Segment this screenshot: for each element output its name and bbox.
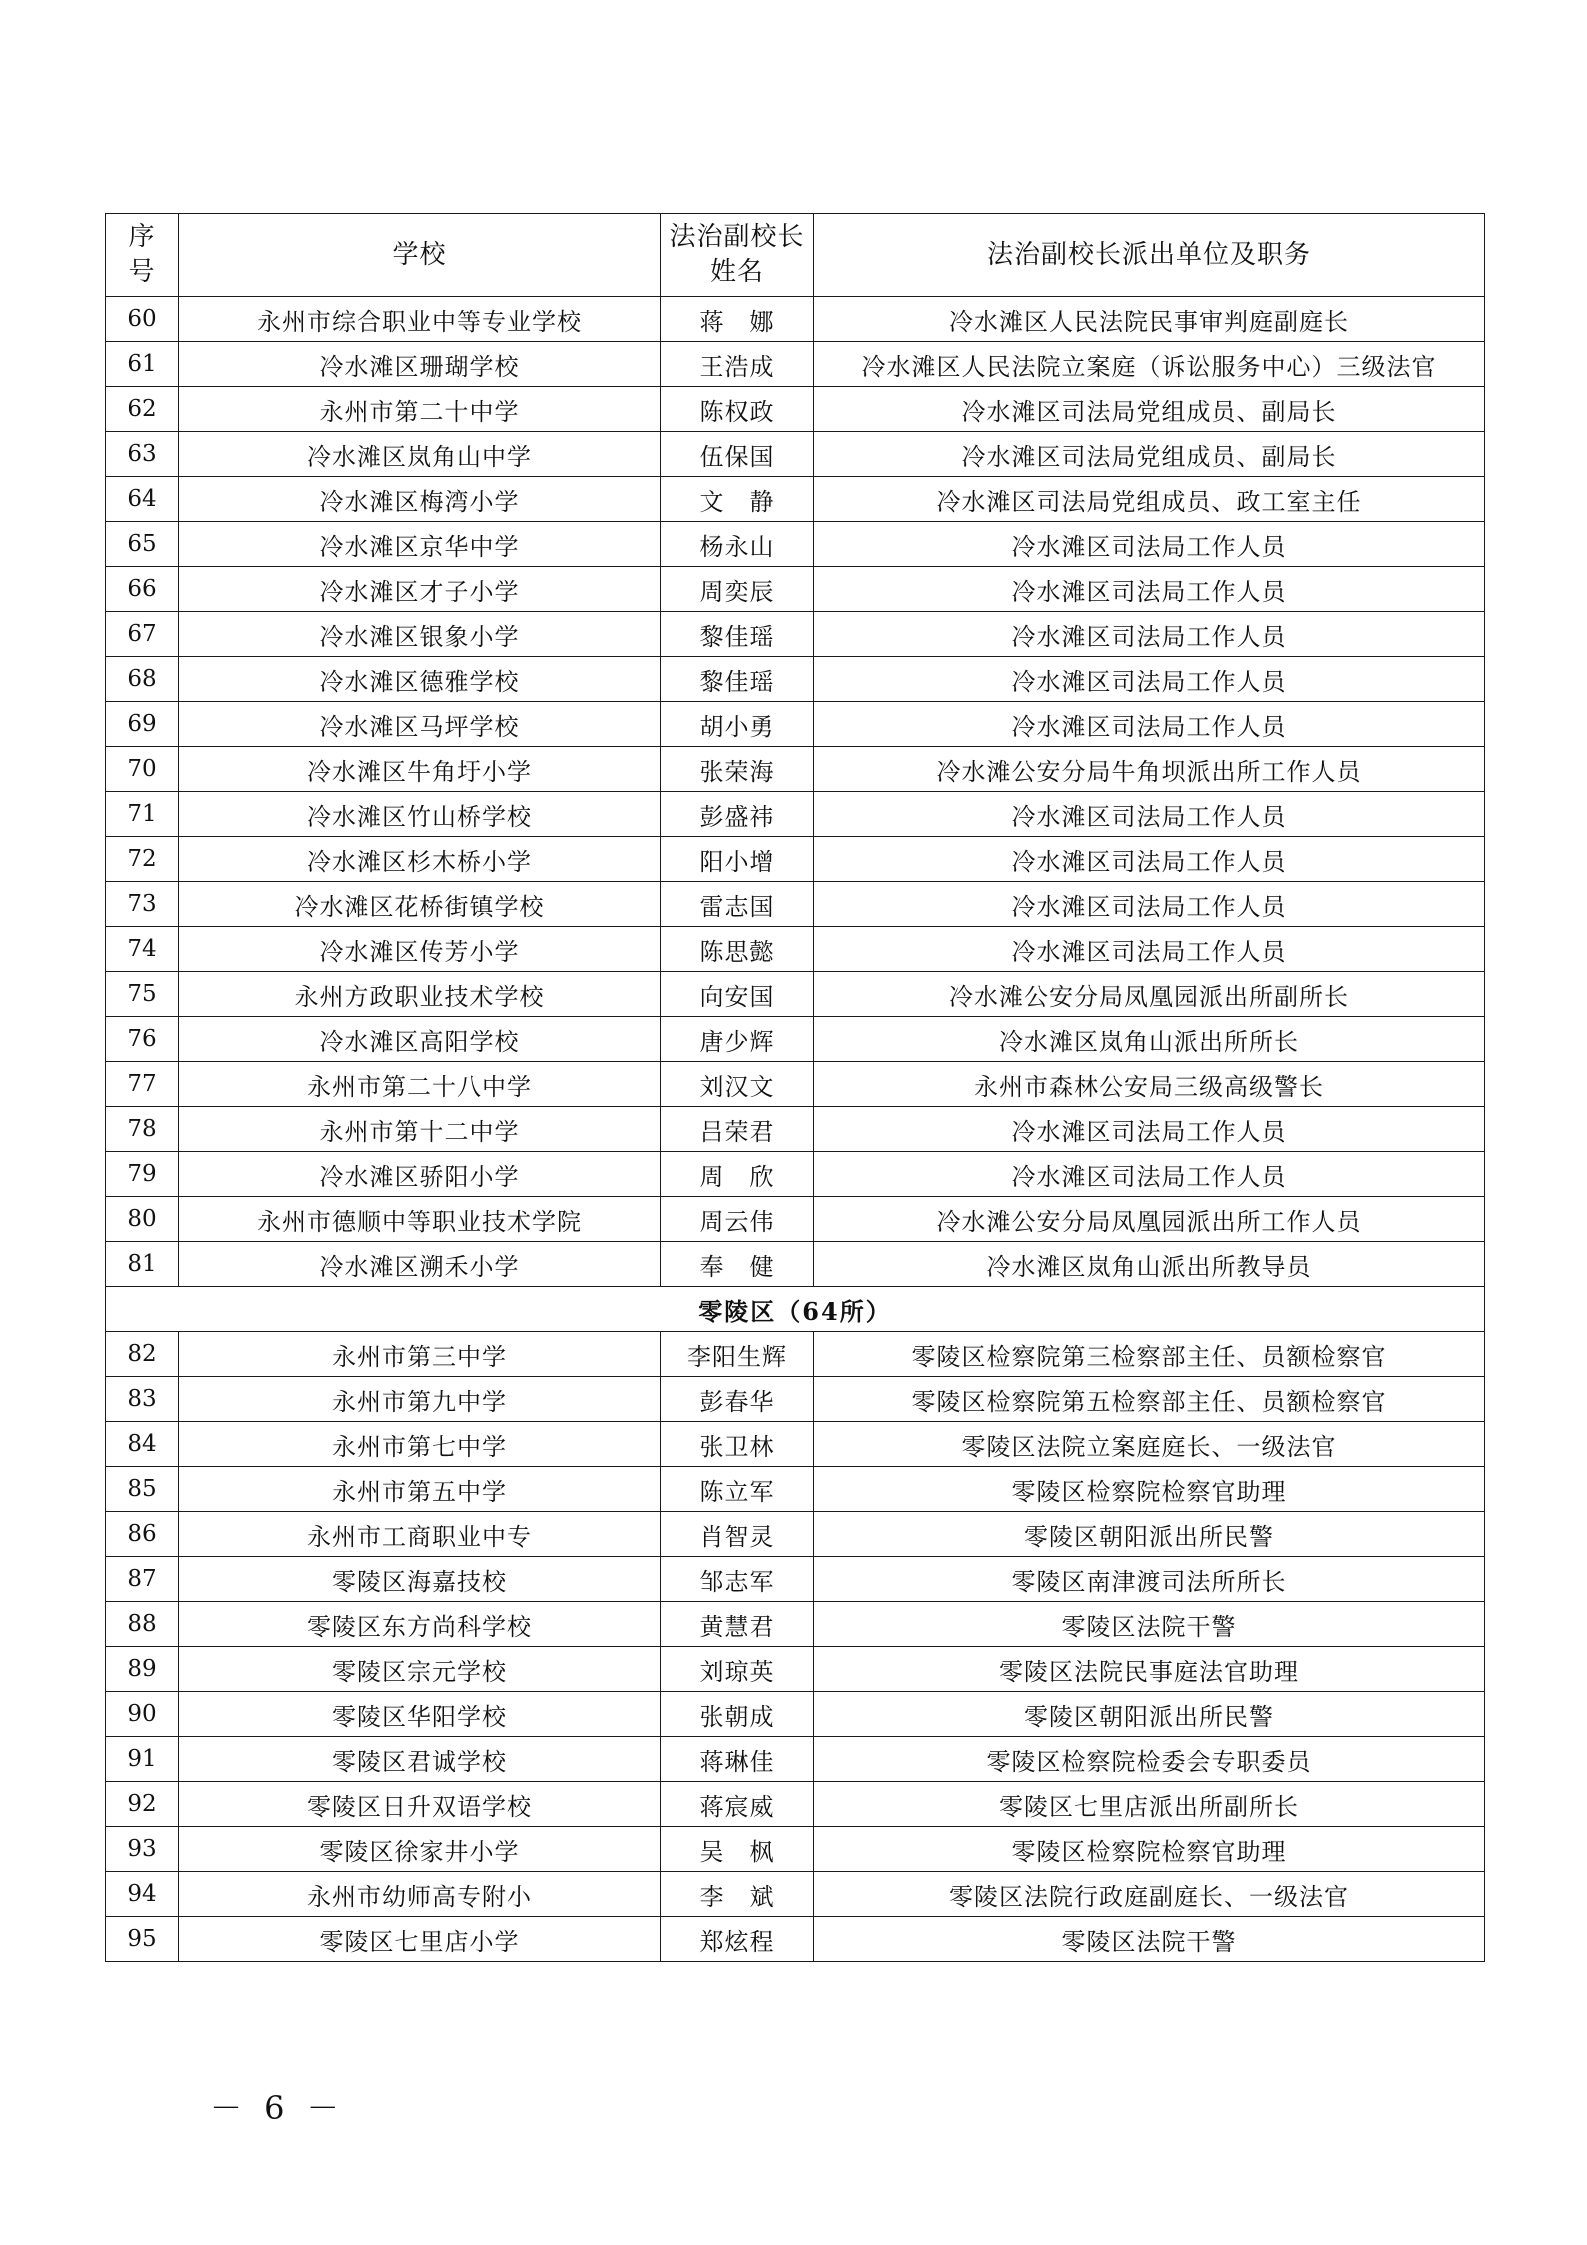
- table-row: [106, 1467, 1485, 1512]
- cell-dispatch-unit: 冷水滩区司法局工作人员: [814, 1107, 1485, 1152]
- cell-vice-principal-name: 刘汉文: [661, 1062, 814, 1107]
- cell-serial-number: 84: [106, 1422, 179, 1467]
- cell-vice-principal-name: 周云伟: [661, 1197, 814, 1242]
- table-row: [106, 792, 1485, 837]
- cell-dispatch-unit: 冷水滩区岚角山派出所教导员: [814, 1242, 1485, 1287]
- cell-school: 零陵区日升双语学校: [179, 1782, 661, 1827]
- cell-vice-principal-name: 蒋宸威: [661, 1782, 814, 1827]
- cell-serial-number: 74: [106, 927, 179, 972]
- cell-vice-principal-name: 雷志国: [661, 882, 814, 927]
- cell-school: 冷水滩区梅湾小学: [179, 477, 661, 522]
- cell-serial-number: 78: [106, 1107, 179, 1152]
- cell-vice-principal-name: 向安国: [661, 972, 814, 1017]
- cell-vice-principal-name: 李阳生辉: [661, 1332, 814, 1377]
- table-row: [106, 1692, 1485, 1737]
- cell-school: 永州市综合职业中等专业学校: [179, 297, 661, 342]
- cell-school: 冷水滩区花桥街镇学校: [179, 882, 661, 927]
- roster-table: [105, 213, 1485, 1962]
- table-row: [106, 1647, 1485, 1692]
- cell-school: 永州市第二十八中学: [179, 1062, 661, 1107]
- cell-serial-number: 79: [106, 1152, 179, 1197]
- cell-school: 冷水滩区京华中学: [179, 522, 661, 567]
- cell-dispatch-unit: 冷水滩区司法局工作人员: [814, 927, 1485, 972]
- cell-vice-principal-name: 邹志军: [661, 1557, 814, 1602]
- cell-school: 冷水滩区珊瑚学校: [179, 342, 661, 387]
- cell-vice-principal-name: 吕荣君: [661, 1107, 814, 1152]
- cell-serial-number: 66: [106, 567, 179, 612]
- cell-vice-principal-name: 伍保国: [661, 432, 814, 477]
- cell-vice-principal-name: 周奕辰: [661, 567, 814, 612]
- cell-vice-principal-name: 吴 枫: [661, 1827, 814, 1872]
- table-row: [106, 522, 1485, 567]
- cell-serial-number: 82: [106, 1332, 179, 1377]
- table-row: [106, 882, 1485, 927]
- cell-serial-number: 73: [106, 882, 179, 927]
- table-body-lengshuitan: [106, 297, 1485, 1287]
- cell-school: 零陵区徐家井小学: [179, 1827, 661, 1872]
- cell-vice-principal-name: 陈思懿: [661, 927, 814, 972]
- cell-vice-principal-name: 周 欣: [661, 1152, 814, 1197]
- table-row: [106, 1872, 1485, 1917]
- cell-dispatch-unit: 冷水滩区人民法院民事审判庭副庭长: [814, 297, 1485, 342]
- cell-school: 永州市德顺中等职业技术学院: [179, 1197, 661, 1242]
- cell-dispatch-unit: 冷水滩公安分局凤凰园派出所副所长: [814, 972, 1485, 1017]
- cell-dispatch-unit: 零陵区南津渡司法所所长: [814, 1557, 1485, 1602]
- cell-dispatch-unit: 零陵区法院立案庭庭长、一级法官: [814, 1422, 1485, 1467]
- cell-school: 冷水滩区骄阳小学: [179, 1152, 661, 1197]
- cell-serial-number: 61: [106, 342, 179, 387]
- cell-dispatch-unit: 冷水滩区司法局工作人员: [814, 567, 1485, 612]
- cell-dispatch-unit: 冷水滩区岚角山派出所所长: [814, 1017, 1485, 1062]
- cell-school: 永州市工商职业中专: [179, 1512, 661, 1557]
- cell-school: 冷水滩区岚角山中学: [179, 432, 661, 477]
- table-row: [106, 837, 1485, 882]
- table-row: [106, 567, 1485, 612]
- cell-serial-number: 80: [106, 1197, 179, 1242]
- cell-school: 永州市第十二中学: [179, 1107, 661, 1152]
- cell-vice-principal-name: 彭盛祎: [661, 792, 814, 837]
- cell-school: 冷水滩区才子小学: [179, 567, 661, 612]
- cell-dispatch-unit: 冷水滩区司法局党组成员、政工室主任: [814, 477, 1485, 522]
- table-row: [106, 972, 1485, 1017]
- table-row: [106, 1332, 1485, 1377]
- table-row: [106, 297, 1485, 342]
- cell-dispatch-unit: 零陵区法院干警: [814, 1917, 1485, 1962]
- cell-dispatch-unit: 冷水滩区司法局工作人员: [814, 522, 1485, 567]
- cell-dispatch-unit: 冷水滩区司法局工作人员: [814, 792, 1485, 837]
- cell-serial-number: 63: [106, 432, 179, 477]
- cell-dispatch-unit: 零陵区法院行政庭副庭长、一级法官: [814, 1872, 1485, 1917]
- cell-serial-number: 83: [106, 1377, 179, 1422]
- cell-serial-number: 95: [106, 1917, 179, 1962]
- cell-serial-number: 77: [106, 1062, 179, 1107]
- cell-vice-principal-name: 蒋 娜: [661, 297, 814, 342]
- cell-serial-number: 71: [106, 792, 179, 837]
- table-row: [106, 1917, 1485, 1962]
- cell-dispatch-unit: 永州市森林公安局三级高级警长: [814, 1062, 1485, 1107]
- cell-vice-principal-name: 王浩成: [661, 342, 814, 387]
- cell-school: 冷水滩区马坪学校: [179, 702, 661, 747]
- table-row: [106, 1242, 1485, 1287]
- cell-serial-number: 69: [106, 702, 179, 747]
- cell-vice-principal-name: 唐少辉: [661, 1017, 814, 1062]
- cell-serial-number: 91: [106, 1737, 179, 1782]
- table-row: [106, 1782, 1485, 1827]
- table-row: [106, 477, 1485, 522]
- table-row: [106, 1377, 1485, 1422]
- cell-vice-principal-name: 郑炫程: [661, 1917, 814, 1962]
- table-row: [106, 1827, 1485, 1872]
- cell-dispatch-unit: 冷水滩区司法局工作人员: [814, 657, 1485, 702]
- cell-serial-number: 67: [106, 612, 179, 657]
- cell-vice-principal-name: 文 静: [661, 477, 814, 522]
- cell-dispatch-unit: 冷水滩区司法局工作人员: [814, 882, 1485, 927]
- cell-school: 冷水滩区牛角圩小学: [179, 747, 661, 792]
- cell-dispatch-unit: 冷水滩区司法局工作人员: [814, 837, 1485, 882]
- cell-vice-principal-name: 张朝成: [661, 1692, 814, 1737]
- table-row: [106, 1062, 1485, 1107]
- cell-dispatch-unit: 零陵区七里店派出所副所长: [814, 1782, 1485, 1827]
- table-row: [106, 612, 1485, 657]
- header-vice-principal-name: [661, 214, 814, 297]
- table-body-lingling: [106, 1332, 1485, 1962]
- cell-serial-number: 86: [106, 1512, 179, 1557]
- cell-school: 冷水滩区溯禾小学: [179, 1242, 661, 1287]
- cell-vice-principal-name: 杨永山: [661, 522, 814, 567]
- table-row: [106, 432, 1485, 477]
- cell-school: 零陵区东方尚科学校: [179, 1602, 661, 1647]
- table-row: [106, 1197, 1485, 1242]
- cell-school: 永州市第三中学: [179, 1332, 661, 1377]
- table-row: [106, 702, 1485, 747]
- cell-vice-principal-name: 黎佳瑶: [661, 657, 814, 702]
- cell-school: 冷水滩区竹山桥学校: [179, 792, 661, 837]
- cell-dispatch-unit: 零陵区检察院第三检察部主任、员额检察官: [814, 1332, 1485, 1377]
- cell-serial-number: 93: [106, 1827, 179, 1872]
- cell-serial-number: 75: [106, 972, 179, 1017]
- cell-dispatch-unit: 冷水滩区人民法院立案庭（诉讼服务中心）三级法官: [814, 342, 1485, 387]
- table-row: [106, 1152, 1485, 1197]
- cell-school: 冷水滩区高阳学校: [179, 1017, 661, 1062]
- cell-vice-principal-name: 肖智灵: [661, 1512, 814, 1557]
- cell-serial-number: 68: [106, 657, 179, 702]
- cell-dispatch-unit: 零陵区法院民事庭法官助理: [814, 1647, 1485, 1692]
- cell-vice-principal-name: 张卫林: [661, 1422, 814, 1467]
- cell-school: 永州市第七中学: [179, 1422, 661, 1467]
- page-number: － 6 －: [210, 2089, 345, 2127]
- cell-serial-number: 89: [106, 1647, 179, 1692]
- table-row: [106, 657, 1485, 702]
- table-row: [106, 1737, 1485, 1782]
- cell-serial-number: 81: [106, 1242, 179, 1287]
- cell-serial-number: 64: [106, 477, 179, 522]
- table-row: [106, 1557, 1485, 1602]
- cell-serial-number: 76: [106, 1017, 179, 1062]
- cell-school: 永州市幼师高专附小: [179, 1872, 661, 1917]
- table-row: [106, 1422, 1485, 1467]
- cell-serial-number: 65: [106, 522, 179, 567]
- cell-serial-number: 62: [106, 387, 179, 432]
- cell-dispatch-unit: 零陵区检察院第五检察部主任、员额检察官: [814, 1377, 1485, 1422]
- section-title: 零陵区（64所）: [106, 1287, 1485, 1332]
- cell-school: 永州市第九中学: [179, 1377, 661, 1422]
- table-row: [106, 1512, 1485, 1557]
- cell-dispatch-unit: 零陵区检察院检察官助理: [814, 1467, 1485, 1512]
- table-row: [106, 1602, 1485, 1647]
- cell-vice-principal-name: 胡小勇: [661, 702, 814, 747]
- cell-vice-principal-name: 蒋琳佳: [661, 1737, 814, 1782]
- cell-serial-number: 85: [106, 1467, 179, 1512]
- cell-school: 零陵区海嘉技校: [179, 1557, 661, 1602]
- cell-school: 零陵区君诚学校: [179, 1737, 661, 1782]
- cell-vice-principal-name: 阳小增: [661, 837, 814, 882]
- cell-vice-principal-name: 黎佳瑶: [661, 612, 814, 657]
- header-serial-number-text: 序号: [128, 222, 156, 287]
- cell-school: 永州方政职业技术学校: [179, 972, 661, 1017]
- cell-school: 零陵区宗元学校: [179, 1647, 661, 1692]
- cell-dispatch-unit: 零陵区检察院检委会专职委员: [814, 1737, 1485, 1782]
- table-row: [106, 342, 1485, 387]
- cell-school: 永州市第五中学: [179, 1467, 661, 1512]
- table-row: [106, 1017, 1485, 1062]
- cell-school: 冷水滩区传芳小学: [179, 927, 661, 972]
- cell-vice-principal-name: 陈立军: [661, 1467, 814, 1512]
- cell-school: 零陵区华阳学校: [179, 1692, 661, 1737]
- cell-serial-number: 94: [106, 1872, 179, 1917]
- cell-school: 冷水滩区德雅学校: [179, 657, 661, 702]
- cell-serial-number: 88: [106, 1602, 179, 1647]
- cell-school: 永州市第二十中学: [179, 387, 661, 432]
- cell-vice-principal-name: 刘琼英: [661, 1647, 814, 1692]
- cell-dispatch-unit: 冷水滩公安分局凤凰园派出所工作人员: [814, 1197, 1485, 1242]
- cell-school: 冷水滩区杉木桥小学: [179, 837, 661, 882]
- cell-dispatch-unit: 冷水滩区司法局工作人员: [814, 612, 1485, 657]
- table-header: [106, 214, 1485, 297]
- cell-vice-principal-name: 彭春华: [661, 1377, 814, 1422]
- cell-dispatch-unit: 零陵区朝阳派出所民警: [814, 1512, 1485, 1557]
- cell-dispatch-unit: 冷水滩公安分局牛角坝派出所工作人员: [814, 747, 1485, 792]
- section-row: [106, 1287, 1485, 1332]
- cell-dispatch-unit: 冷水滩区司法局工作人员: [814, 702, 1485, 747]
- header-school: 学校: [179, 214, 661, 297]
- cell-serial-number: 87: [106, 1557, 179, 1602]
- header-serial-number: [106, 214, 179, 297]
- table-row: [106, 747, 1485, 792]
- cell-dispatch-unit: 冷水滩区司法局工作人员: [814, 1152, 1485, 1197]
- table-row: [106, 387, 1485, 432]
- cell-dispatch-unit: 零陵区法院干警: [814, 1602, 1485, 1647]
- cell-dispatch-unit: 零陵区检察院检察官助理: [814, 1827, 1485, 1872]
- cell-dispatch-unit: 冷水滩区司法局党组成员、副局长: [814, 387, 1485, 432]
- cell-serial-number: 60: [106, 297, 179, 342]
- section-row-group: [106, 1287, 1485, 1332]
- cell-vice-principal-name: 陈权政: [661, 387, 814, 432]
- cell-vice-principal-name: 奉 健: [661, 1242, 814, 1287]
- table-row: [106, 1107, 1485, 1152]
- header-dispatch-unit: 法治副校长派出单位及职务: [814, 214, 1485, 297]
- cell-school: 零陵区七里店小学: [179, 1917, 661, 1962]
- cell-vice-principal-name: 张荣海: [661, 747, 814, 792]
- table-row: [106, 927, 1485, 972]
- cell-school: 冷水滩区银象小学: [179, 612, 661, 657]
- cell-serial-number: 72: [106, 837, 179, 882]
- cell-serial-number: 90: [106, 1692, 179, 1737]
- cell-vice-principal-name: 李 斌: [661, 1872, 814, 1917]
- header-row: [106, 214, 1485, 297]
- cell-dispatch-unit: 冷水滩区司法局党组成员、副局长: [814, 432, 1485, 477]
- cell-dispatch-unit: 零陵区朝阳派出所民警: [814, 1692, 1485, 1737]
- cell-serial-number: 92: [106, 1782, 179, 1827]
- cell-serial-number: 70: [106, 747, 179, 792]
- header-vice-principal-name-text: 法治副校长姓名: [669, 222, 805, 287]
- cell-vice-principal-name: 黄慧君: [661, 1602, 814, 1647]
